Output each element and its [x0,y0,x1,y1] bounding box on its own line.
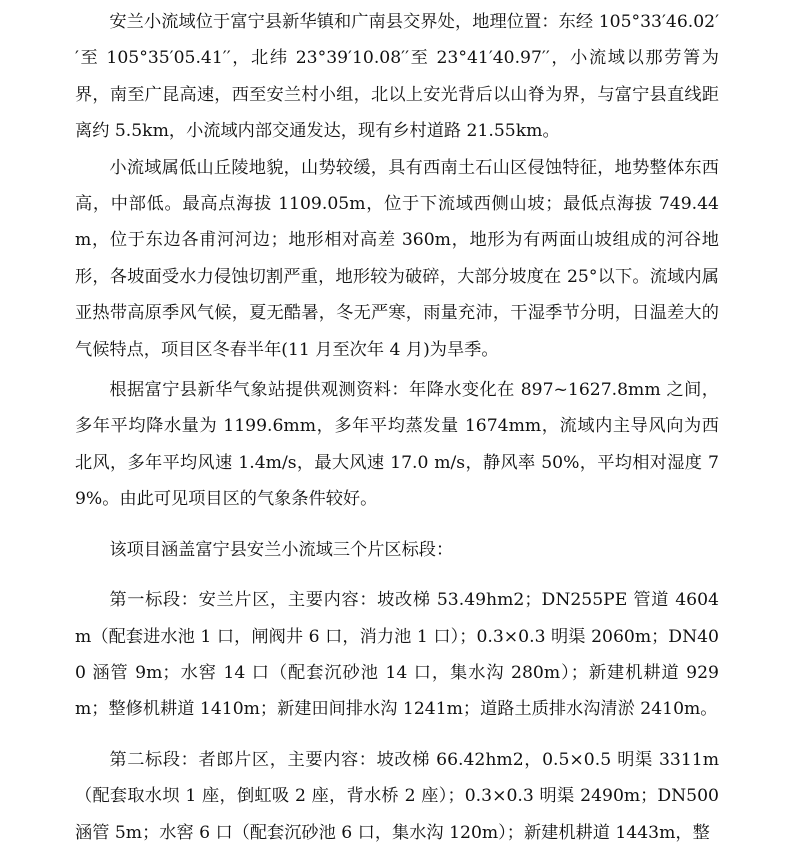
paragraph-sections-intro: 该项目涵盖富宁县安兰小流域三个片区标段： [109,539,454,560]
paragraph-weather-data: 根据富宁县新华气象站提供观测资料：年降水变化在 897~1627.8mm 之间，多年平均降水量为 1199.6mm，多年平均蒸发量 1674mm，流域内主导风向为西北风，多年平均风速 1.4m/s，最大风速 17.0 m/s，静风率 50%，平均相对湿度 79%。由此可见项目区的气象条件较好。 [75,380,719,510]
paragraph-terrain-climate: 小流域属低山丘陵地貌，山势较缓，具有西南土石山区侵蚀特征，地势整体东西高，中部低。最高点海拔 1109.05m，位于下流域西侧山坡；最低点海拔 749.44m，位于东边各甫河河边；地形相对高差 360m，地形为有两面山坡组成的河谷地形，各坡面受水力侵蚀切割严重，地形较为破碎，大部分坡度在 25°以下。流域内属亚热带高原季风气候，夏无酷暑，冬无严寒，雨量充沛，干湿季节分明，日温差大的气候特点，项目区冬春半年(11 月至次年 4 月)为旱季。 [75,157,719,360]
paragraph-section-one: 第一标段：安兰片区，主要内容：坡改梯 53.49hm2；DN255PE 管道 4604m（配套进水池 1 口，闸阀井 6 口，消力池 1 口）；0.3×0.3 明渠 2060m；DN400 涵管 9m；水窖 14 口（配套沉砂池 14 口，集水沟 280m）；新建机耕道 929m；整修机耕道 1410m；新建田间排水沟 1241m；道路土质排水沟清淤 2410m。 [75,590,719,720]
paragraph-location: 安兰小流域位于富宁县新华镇和广南县交界处，地理位置：东经 105°33′46.02′′至 105°35′05.41′′，北纬 23°39′10.08′′至 23°41′40.97′′，小流域以那劳箐为界，南至广昆高速，西至安兰村小组，北以上安光背后以山脊为界，与富宁县直线距离约 5.5km，小流域内部交通发达，现有乡村道路 21.55km。 [75,12,719,142]
paragraph-section-two: 第二标段：者郎片区，主要内容：坡改梯 66.42hm2，0.5×0.5 明渠 3311m（配套取水坝 1 座，倒虹吸 2 座，背水桥 2 座）；0.3×0.3 明渠 2490m；DN500 涵管 5m；水窖 6 口（配套沉砂池 6 口，集水沟 120m）；新建机耕道 1443m，整 [75,749,719,843]
